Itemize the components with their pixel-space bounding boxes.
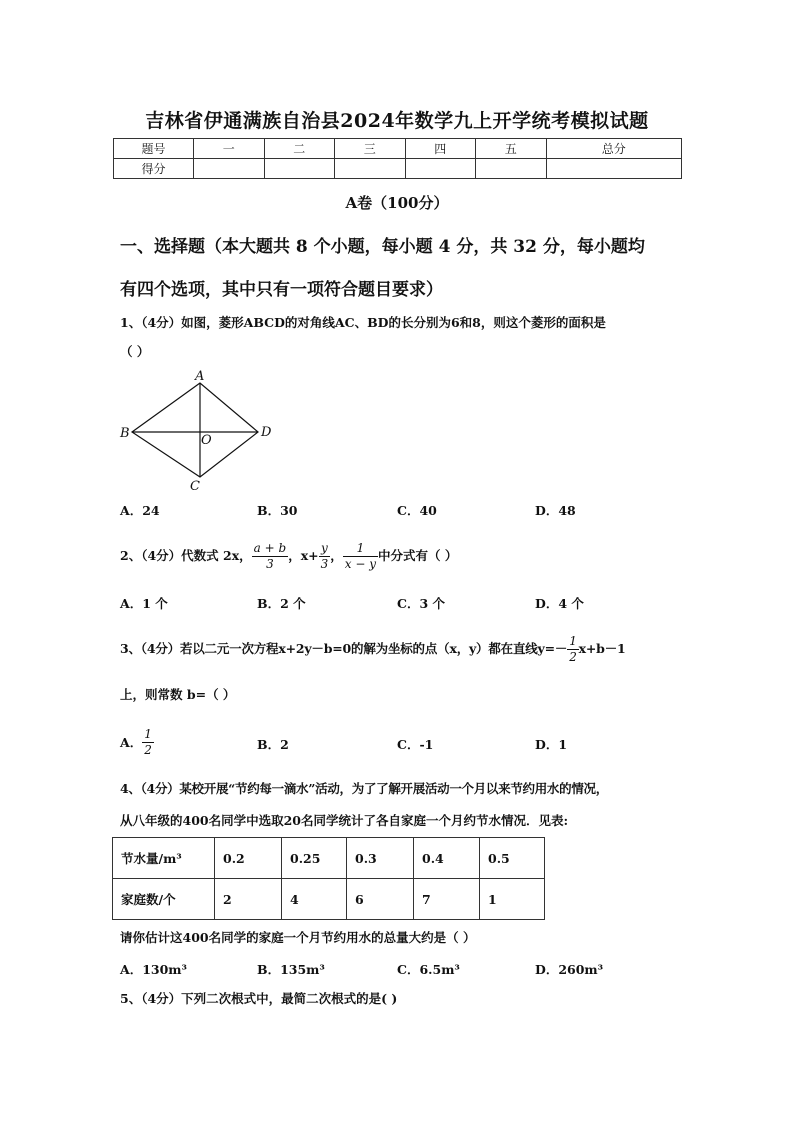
q3-option-a-label: A． [120,735,143,750]
q2-line [120,536,680,576]
exam-title: 吉林省伊通满族自治县2024年数学九上开学统考模拟试题 [145,110,649,132]
q2-frac2-den: 3 [320,556,329,571]
q4-option-d[interactable]: D．260m³ [535,962,604,977]
water-table-cell: 0.2 [215,838,282,879]
q2-fraction-1 [252,541,289,572]
water-table-cell: 6 [347,879,414,920]
score-table-score-row [114,159,682,179]
label-c: C [190,479,200,494]
q3-line2: 上，则常数 b=（ ） [120,687,236,702]
rhombus-figure [110,366,280,494]
water-table-cell: 7 [414,879,480,920]
q2-fraction-3 [343,541,378,572]
score-header-cell: 题号 [114,139,194,159]
water-saving-table [112,837,545,920]
score-header-cell: 二 [264,139,335,159]
q3-option-b[interactable]: B．2 [257,737,289,752]
q3-frac-num: 1 [569,633,577,648]
water-table-cell: 0.25 [282,838,347,879]
q4-line2: 从八年级的400名同学中选取20名同学统计了各自家庭一个月约节水情况．见表: [120,813,569,828]
q4-option-b[interactable]: B．135m³ [257,962,325,977]
water-table-cell: 2 [215,879,282,920]
q2-option-c[interactable]: C．3 个 [397,596,445,611]
score-header-cell: 一 [194,139,265,159]
q3-fraction [567,634,578,665]
q2-prefix: 2、（4分）代数式 2x， [120,548,252,563]
score-header-cell: 五 [476,139,547,159]
water-table-cell: 家庭数/个 [113,879,215,920]
q1-text: 1、（4分）如图，菱形ABCD的对角线AC、BD的长分别为6和8，则这个菱形的面积是 [120,315,606,330]
q3-frac-den: 2 [569,649,577,664]
q2-frac3-num: 1 [343,541,378,557]
q2-fraction-2 [319,541,331,572]
score-row-label: 得分 [114,159,194,179]
q3-option-d[interactable]: D．1 [535,737,568,752]
q5-text: 5、（4分）下列二次根式中，最简二次根式的是( ) [120,991,398,1006]
part1-heading-line2: 有四个选项，其中只有一项符合题目要求） [120,280,443,300]
label-b: B [120,426,130,441]
water-table-cell: 4 [282,879,347,920]
q3-text: 3、（4分）若以二元一次方程x+2y－b=0的解为坐标的点（x，y）都在直线y=－ [120,641,568,656]
q2-suffix: 中分式有（ ） [378,548,458,563]
water-table-row [113,879,545,920]
q2-mid: ，x+ [288,548,319,563]
score-cell[interactable] [264,159,335,179]
part1-heading-line1: 一、选择题（本大题共 8 个小题，每小题 4 分，共 32 分，每小题均 [120,237,645,257]
water-table-cell: 节水量/m³ [113,838,215,879]
score-cell[interactable] [476,159,547,179]
score-table-header-row [114,139,682,159]
q3-line1 [120,629,690,669]
water-table-cell: 0.3 [347,838,414,879]
water-table-cell: 0.4 [414,838,480,879]
q2-option-a[interactable]: A．1 个 [120,596,168,611]
score-header-cell: 总分 [546,139,682,159]
q2-frac3-den: x − y [344,556,377,571]
q4-option-a[interactable]: A．130m³ [120,962,187,977]
score-cell[interactable] [405,159,476,179]
q2-frac1-num: a + b [253,540,287,555]
score-cell[interactable] [335,159,406,179]
q1-paren: （ ） [120,344,150,359]
water-table-cell: 1 [480,879,545,920]
score-header-cell: 四 [405,139,476,159]
section-a-heading: A卷（100分） [345,194,449,212]
q3-opta-num: 1 [144,726,152,741]
water-table-row [113,838,545,879]
q4-line1: 4、（4分）某校开展“节约每一滴水”活动，为了了解开展活动一个月以来节约用水的情况， [120,781,608,796]
q4-option-c[interactable]: C．6.5m³ [397,962,460,977]
q2-option-b[interactable]: B．2 个 [257,596,306,611]
label-a: A [195,369,205,384]
score-header-cell: 三 [335,139,406,159]
q3-option-a[interactable] [120,722,154,762]
q3-opta-den: 2 [144,742,152,757]
score-cell[interactable] [546,159,682,179]
q1-option-a[interactable]: A．24 [120,503,160,518]
q2-option-d[interactable]: D．4 个 [535,596,584,611]
q1-option-b[interactable]: B．30 [257,503,298,518]
q1-option-c[interactable]: C．40 [397,503,437,518]
score-cell[interactable] [194,159,265,179]
q3-option-a-fraction [142,727,154,758]
q2-sep: ， [330,548,343,563]
q1-option-d[interactable]: D．48 [535,503,576,518]
q2-frac1-den: 3 [266,556,274,571]
q3-text-after: x+b－1 [578,641,626,656]
label-o: O [201,433,212,448]
q2-frac2-num: y [319,541,331,557]
q3-option-c[interactable]: C．-1 [397,737,434,752]
score-table [113,138,682,179]
label-d: D [261,425,272,440]
q4-question: 请你估计这400名同学的家庭一个月节约用水的总量大约是（ ） [120,930,476,945]
water-table-cell: 0.5 [480,838,545,879]
rhombus-outline [132,383,258,477]
